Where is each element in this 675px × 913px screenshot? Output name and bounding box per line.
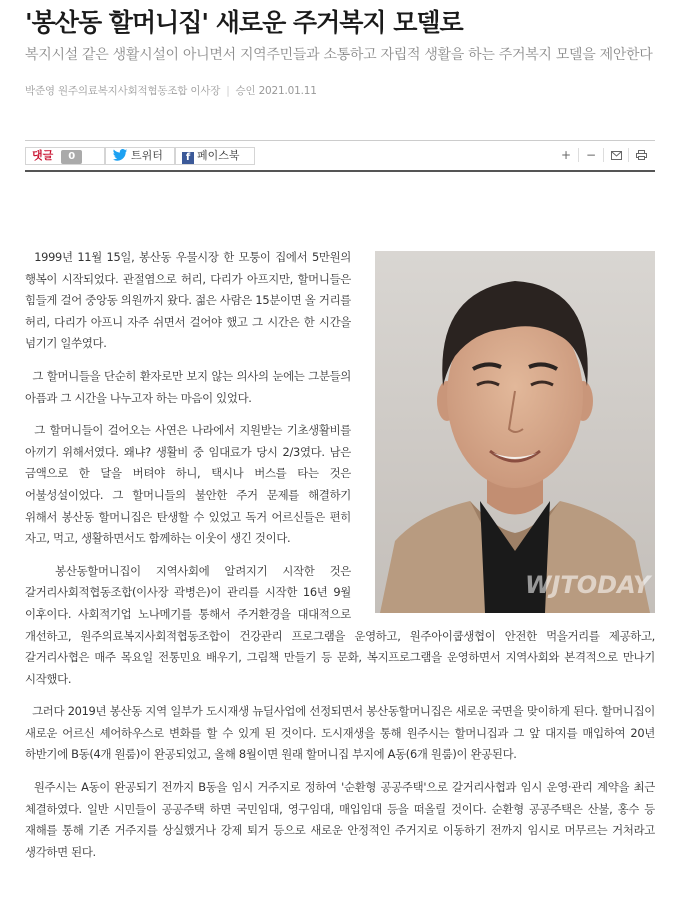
twitter-label: 트위터 xyxy=(131,149,163,162)
comment-button[interactable] xyxy=(25,147,105,165)
envelope-icon xyxy=(611,151,622,160)
facebook-icon: f xyxy=(182,152,194,164)
photo-wrap-spacer xyxy=(351,561,655,619)
paragraph-3: 그 할머니들이 걸어오는 사연은 나라에서 지원받는 기초생활비를 아끼기 위해서였다. 왜냐? 생활비 중 임대료가 당시 2/3였다. 남은 금액으로 한 달을 버텨야 하니, 택시나 버스를 타는 것은 어불성설이었다. 그 할머니들의 불안한 주거 문제를 해결하기 위해서 봉산동 할머니집은 탄생할 수 있었고 독거 어르신들은 편히 자고, 먹고, 생활하면서도 함께하는 이웃이 생긴 것이다. xyxy=(25,423,351,546)
author-name[interactable]: 박준영 원주의료복지사회적협동조합 이사장 xyxy=(25,85,221,97)
printer-icon xyxy=(636,150,647,160)
photo-watermark: WJTODAY xyxy=(525,571,651,599)
facebook-label: 페이스북 xyxy=(197,149,240,162)
article-body xyxy=(25,247,655,874)
paragraph-1: 1999년 11월 15일, 봉산동 우물시장 한 모퉁이 집에서 5만원의 행복이 시작되었다. 관절염으로 허리, 다리가 아프지만, 할머니들은 힘들게 걸어 중앙동 의원까지 왔다. 젊은 사람은 15분이면 올 거리를 허리, 다리가 아프니 자주 쉬면서 걸어야 했고 그 시간은 한 시간을 넘기기 일쑤였다. xyxy=(25,250,351,351)
share-toolbar xyxy=(25,140,655,172)
paragraph-4: 봉산동할머니집이 지역사회에 알려지기 시작한 것은 갈거리사회적협동조합(이사장 곽병은)이 관리를 시작한 16년 9월 이후이다. 사회적기업 노나메기를 통해서 주거환경을 대대적으로 개선하고, 원주의료복지사회적협동조합이 건강관리 프로그램을 운영하고, 원주아이쿱생협이 안전한 먹을거리를 제공하고, 갈거리사협은 매주 목요일 전통민요 배우기, 그림책 만들기 등 문화, 복지프로그램을 운영하면서 지역사회와 본격적으로 만나기 시작했다. xyxy=(25,563,655,686)
byline-separator: | xyxy=(226,85,230,97)
font-decrease-button[interactable]: − xyxy=(578,148,603,162)
comment-label: 댓글 xyxy=(32,149,54,162)
print-button[interactable] xyxy=(628,148,653,162)
byline xyxy=(25,83,655,98)
email-button[interactable] xyxy=(603,148,628,162)
approved-date: 승인 2021.01.11 xyxy=(235,85,317,97)
twitter-share-button[interactable] xyxy=(105,147,175,165)
article-tools xyxy=(554,148,653,162)
paragraph-5: 그러다 2019년 봉산동 지역 일부가 도시재생 뉴딜사업에 선정되면서 봉산동할머니집은 새로운 국면을 맞이하게 된다. 할머니집이 새로운 어르신 셰어하우스로 변화를 할 수 있게 된 것이다. 도시재생을 통해 원주시는 할머니집과 그 앞 대지를 매입하여 20년 하반기에 B동(4개 원룸)이 완공되었고, 올해 8월이면 원래 할머니집 부지에 A동(6개 원룸)이 완공된다. xyxy=(25,704,655,762)
article-title: '봉산동 할머니집' 새로운 주거복지 모델로 xyxy=(25,8,463,37)
twitter-bird-icon xyxy=(112,149,128,161)
comment-count-badge: 0 xyxy=(61,150,82,164)
article-subtitle: 복지시설 같은 생활시설이 아니면서 지역주민들과 소통하고 자립적 생활을 하는 주거복지 모델을 제안한다 xyxy=(25,47,653,63)
article xyxy=(25,0,655,859)
facebook-share-button[interactable] xyxy=(175,147,255,165)
font-increase-button[interactable]: + xyxy=(560,148,572,162)
paragraph-2: 그 할머니들을 단순히 환자로만 보지 않는 의사의 눈에는 그분들의 아픔과 그 시간을 나누고자 하는 마음이 있었다. xyxy=(25,368,351,405)
paragraph-6: 원주시는 A동이 완공되기 전까지 B동을 임시 거주지로 정하여 '순환형 공공주택'으로 갈거리사협과 임시 운영·관리 계약을 최근 체결하였다. 일반 시민들이 공공주택 하면 국민임대, 영구임대, 매입임대 등을 떠올릴 것이다. 순환형 공공주택은 산불, 홍수 등 재해를 통해 기존 거주지를 상실했거나 강제 퇴거 등으로 새로운 안정적인 주거지로 이동하기 전까지 임시로 머무르는 거처라고 생각하면 된다. xyxy=(25,780,655,859)
